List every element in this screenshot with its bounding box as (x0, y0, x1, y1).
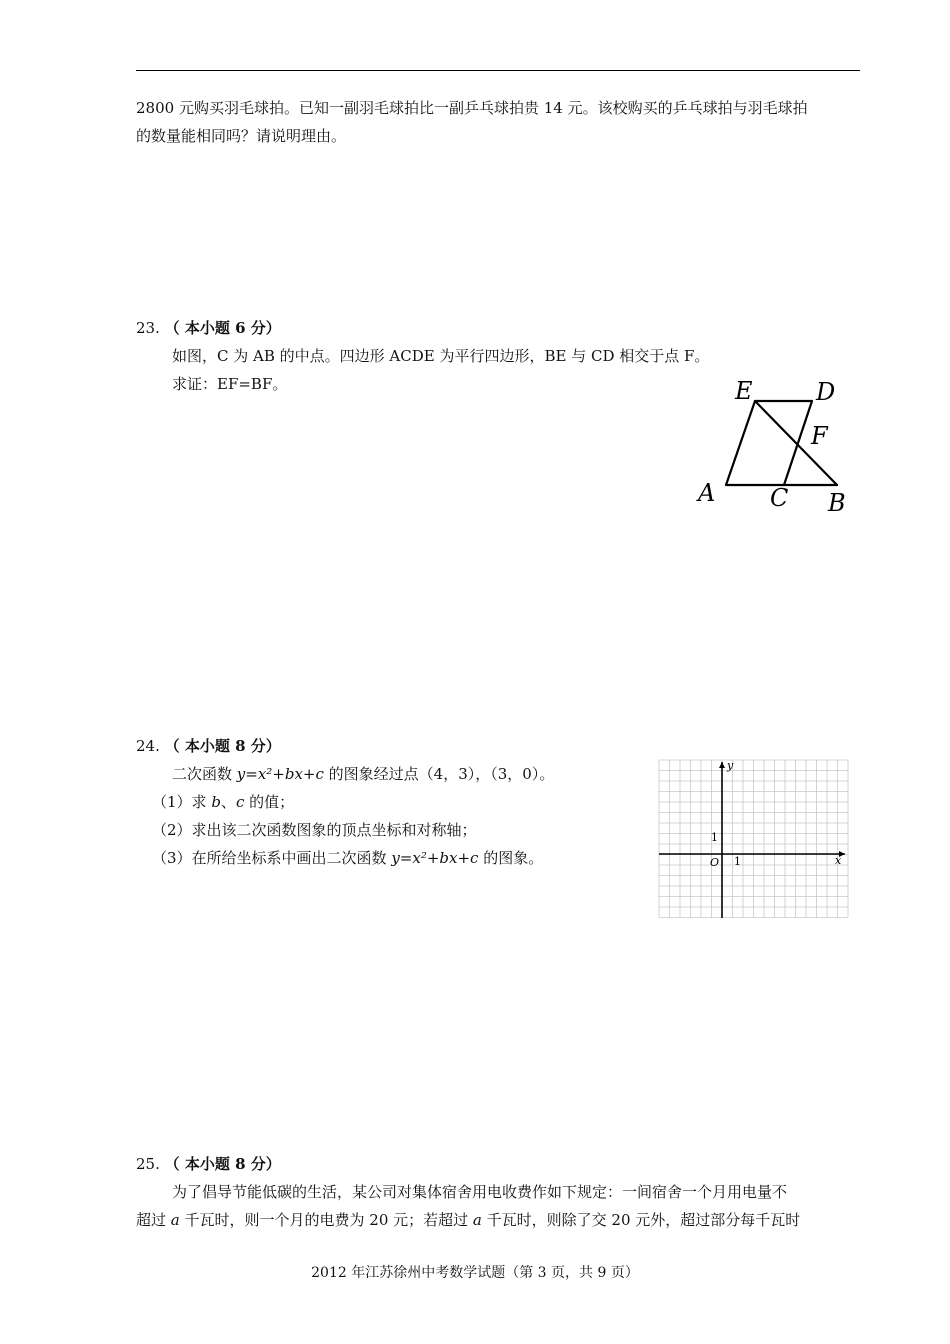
q23-heading (136, 318, 281, 338)
label-c: C (770, 484, 789, 512)
q25-header: （ 本小题 8 分） (164, 1155, 281, 1173)
q23-figure (690, 370, 870, 520)
q25-line-2: 超过 a 千瓦时，则一个月的电费为 20 元；若超过 a 千瓦时，则除了交 20 元外，超过部分每千瓦时 (136, 1211, 801, 1229)
q24-item-2: （2）求出该二次函数图象的顶点坐标和对称轴； (152, 821, 477, 839)
label-b: B (828, 489, 846, 517)
label-a: A (698, 479, 716, 507)
x-axis-label: x (835, 854, 842, 867)
q25-line-1: 为了倡导节能低碳的生活，某公司对集体宿舍用电收费作如下规定：一间宿舍一个月用电量不 (172, 1183, 788, 1201)
header-rule (136, 70, 860, 71)
q23-line-1: 如图，C 为 AB 的中点。四边形 ACDE 为平行四边形，BE 与 CD 相交于点 F。 (172, 347, 710, 365)
q23-line-2: 求证：EF=BF。 (172, 375, 288, 393)
q24-heading (136, 736, 281, 756)
q25-number: 25. (136, 1155, 160, 1173)
y-unit-label: 1 (711, 831, 718, 844)
q24-number: 24. (136, 737, 160, 755)
label-f: F (811, 422, 828, 450)
parallelogram-acde (726, 401, 812, 485)
continued-line-2: 的数量能相同吗？请说明理由。 (136, 127, 347, 145)
q24-item-1: （1）求 b、c 的值； (152, 793, 295, 811)
y-axis-arrow (719, 762, 725, 768)
label-d: D (816, 378, 836, 406)
y-axis-label: y (727, 759, 734, 772)
x-unit-label: 1 (734, 855, 741, 868)
q24-item-3: （3）在所给坐标系中画出二次函数 y=x²+bx+c 的图象。 (152, 849, 544, 867)
page-footer: 2012 年江苏徐州中考数学试题（第 3 页，共 9 页） (311, 1265, 639, 1281)
origin-label: O (710, 856, 720, 869)
label-e: E (735, 377, 753, 405)
q24-intro: 二次函数 y=x²+bx+c 的图象经过点（4，3），（3，0）。 (172, 765, 555, 783)
q23-number: 23. (136, 319, 160, 337)
continued-line-1: 2800 元购买羽毛球拍。已知一副羽毛球拍比一副乒乓球拍贵 14 元。该校购买的乒乓球拍与羽毛球拍 (136, 99, 808, 117)
q24-header: （ 本小题 8 分） (164, 737, 281, 755)
q24-coordinate-grid (650, 752, 860, 924)
q25-heading (136, 1154, 281, 1174)
q23-header: （ 本小题 6 分） (164, 319, 281, 337)
